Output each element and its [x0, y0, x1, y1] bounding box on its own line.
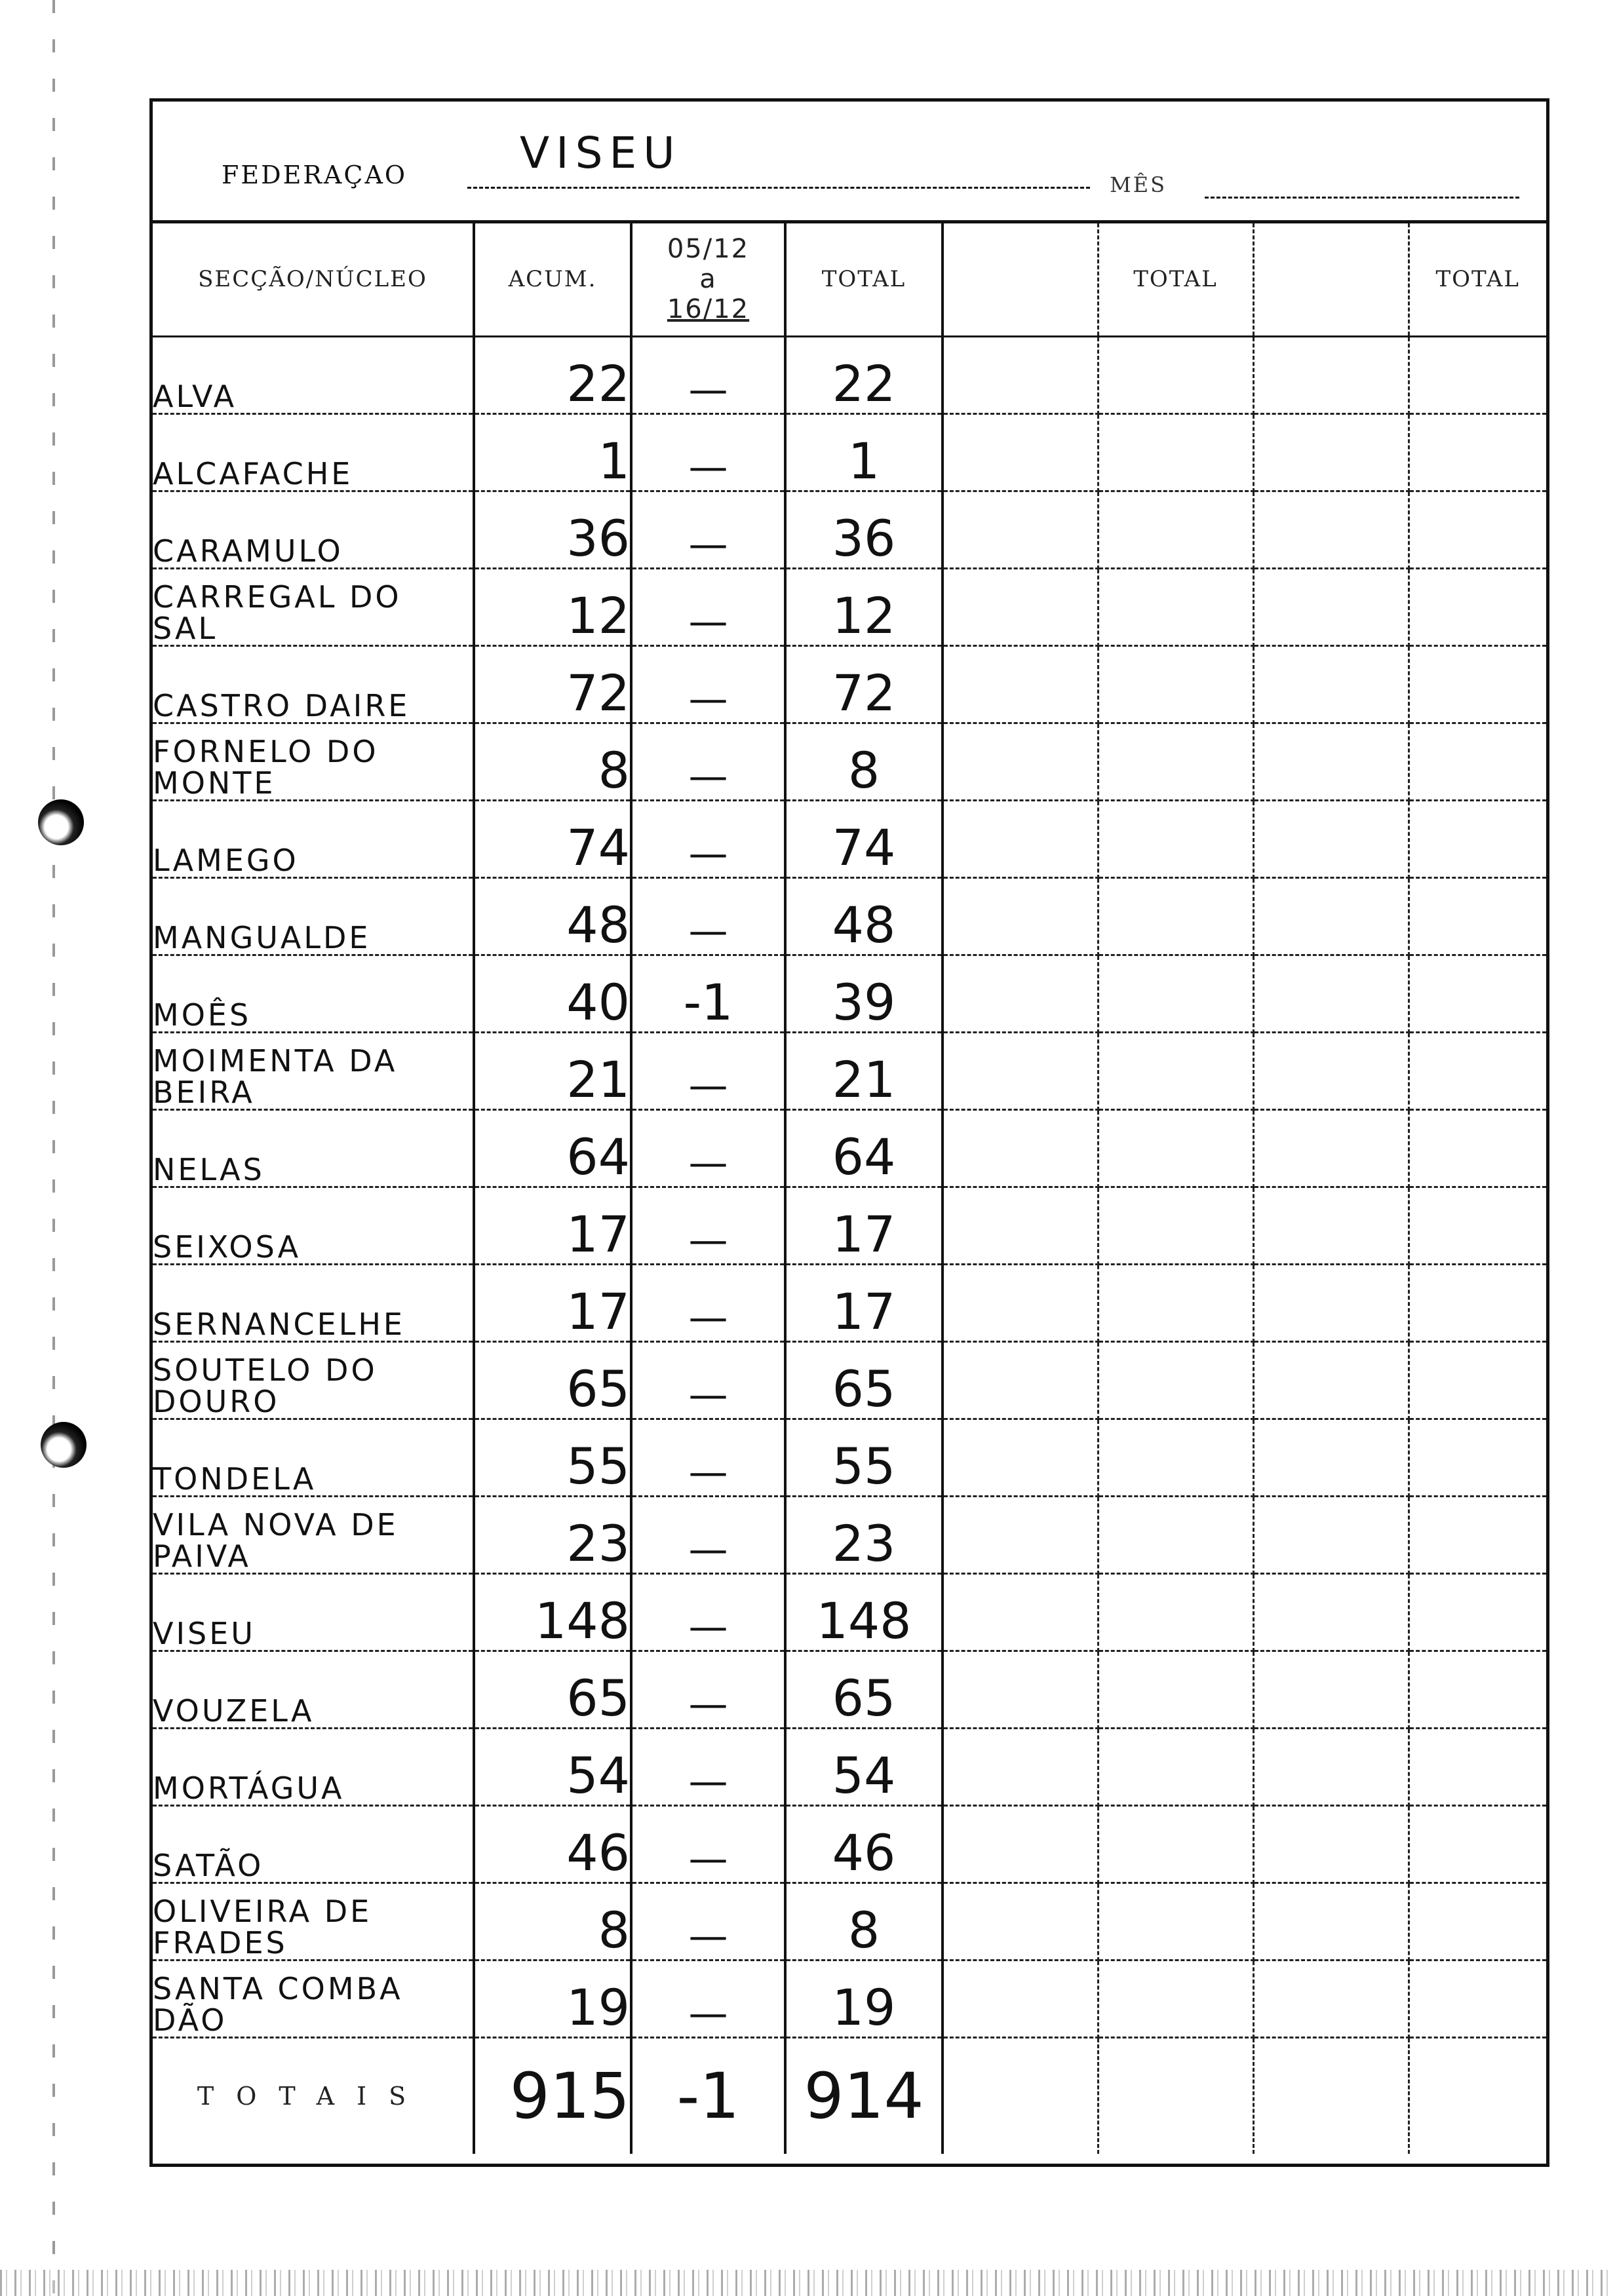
- row-seccao: OLIVEIRA DE FRADES: [153, 1883, 474, 1960]
- row-acum: 54: [474, 1728, 631, 1805]
- row-period: —: [631, 413, 785, 491]
- row-period: —: [631, 1728, 785, 1805]
- row-total: 22: [785, 336, 943, 413]
- row-blank-1: [943, 645, 1098, 723]
- row-total-3: [1409, 877, 1546, 955]
- row-total-2: [1098, 1187, 1253, 1264]
- row-total-2: [1098, 1109, 1253, 1187]
- row-total-3: [1409, 800, 1546, 877]
- row-acum: 17: [474, 1264, 631, 1341]
- row-total-2: [1098, 645, 1253, 723]
- row-total-3: [1409, 568, 1546, 645]
- row-acum: 65: [474, 1341, 631, 1419]
- row-blank-1: [943, 568, 1098, 645]
- table-row: [153, 723, 1546, 800]
- row-total-2: [1098, 1264, 1253, 1341]
- row-blank-2: [1253, 723, 1409, 800]
- row-seccao: MANGUALDE: [153, 877, 474, 955]
- row-seccao: SOUTELO DO DOURO: [153, 1341, 474, 1419]
- row-period: —: [631, 1651, 785, 1728]
- row-total-2: [1098, 413, 1253, 491]
- table-row: [153, 1341, 1546, 1419]
- row-seccao: LAMEGO: [153, 800, 474, 877]
- row-period: —: [631, 877, 785, 955]
- row-blank-1: [943, 877, 1098, 955]
- punch-hole-bottom: [41, 1422, 87, 1468]
- totals-period: -1: [631, 2037, 785, 2154]
- period-end: 16/12: [667, 294, 750, 325]
- row-seccao: VILA NOVA DE PAIVA: [153, 1496, 474, 1573]
- row-total: 8: [785, 1883, 943, 1960]
- row-total: 65: [785, 1651, 943, 1728]
- row-total-3: [1409, 1496, 1546, 1573]
- row-total: 74: [785, 800, 943, 877]
- col-header-total-3: TOTAL: [1409, 223, 1546, 336]
- report-form: [149, 98, 1549, 2167]
- row-period: —: [631, 1341, 785, 1419]
- row-blank-2: [1253, 800, 1409, 877]
- row-total: 72: [785, 645, 943, 723]
- row-total: 1: [785, 413, 943, 491]
- row-acum: 64: [474, 1109, 631, 1187]
- federacao-value: VISEU: [520, 128, 682, 178]
- membership-table: [153, 223, 1546, 2154]
- row-blank-1: [943, 1419, 1098, 1496]
- table-row: [153, 1960, 1546, 2037]
- row-blank-1: [943, 800, 1098, 877]
- row-seccao: MORTÁGUA: [153, 1728, 474, 1805]
- row-blank-1: [943, 1728, 1098, 1805]
- row-blank-2: [1253, 1573, 1409, 1651]
- row-seccao: CARAMULO: [153, 491, 474, 568]
- row-period: —: [631, 1419, 785, 1496]
- row-acum: 48: [474, 877, 631, 955]
- table-row: [153, 1651, 1546, 1728]
- table-row: [153, 1573, 1546, 1651]
- table-row: [153, 1883, 1546, 1960]
- row-blank-1: [943, 1883, 1098, 1960]
- federacao-label: FEDERAÇAO: [222, 161, 408, 189]
- row-period: —: [631, 723, 785, 800]
- row-period: —: [631, 1805, 785, 1883]
- row-total: 48: [785, 877, 943, 955]
- row-total-2: [1098, 568, 1253, 645]
- row-total-2: [1098, 800, 1253, 877]
- row-acum: 17: [474, 1187, 631, 1264]
- row-total-2: [1098, 723, 1253, 800]
- row-blank-1: [943, 1573, 1098, 1651]
- row-acum: 22: [474, 336, 631, 413]
- row-total-3: [1409, 1883, 1546, 1960]
- row-blank-2: [1253, 1883, 1409, 1960]
- table-row: [153, 645, 1546, 723]
- row-period: —: [631, 1496, 785, 1573]
- row-total-2: [1098, 1496, 1253, 1573]
- row-seccao: MOÊS: [153, 955, 474, 1032]
- row-seccao: TONDELA: [153, 1419, 474, 1496]
- table-row: [153, 877, 1546, 955]
- row-blank-2: [1253, 1651, 1409, 1728]
- row-period: —: [631, 568, 785, 645]
- row-total-2: [1098, 1728, 1253, 1805]
- row-total-2: [1098, 1651, 1253, 1728]
- row-blank-2: [1253, 1960, 1409, 2037]
- row-total: 23: [785, 1496, 943, 1573]
- table-row: [153, 1032, 1546, 1109]
- row-total: 19: [785, 1960, 943, 2037]
- form-header: [153, 102, 1546, 223]
- row-total-3: [1409, 1187, 1546, 1264]
- row-seccao: VOUZELA: [153, 1651, 474, 1728]
- row-total-2: [1098, 1341, 1253, 1419]
- table-body: [153, 336, 1546, 2037]
- row-total-3: [1409, 491, 1546, 568]
- col-header-total: TOTAL: [785, 223, 943, 336]
- row-blank-2: [1253, 645, 1409, 723]
- row-total-3: [1409, 955, 1546, 1032]
- row-blank-2: [1253, 568, 1409, 645]
- row-acum: 12: [474, 568, 631, 645]
- row-acum: 8: [474, 1883, 631, 1960]
- mes-underline: [1205, 197, 1519, 199]
- row-seccao: SANTA COMBA DÃO: [153, 1960, 474, 2037]
- row-blank-2: [1253, 1728, 1409, 1805]
- row-seccao: MOIMENTA DA BEIRA: [153, 1032, 474, 1109]
- row-acum: 74: [474, 800, 631, 877]
- row-seccao: NELAS: [153, 1109, 474, 1187]
- row-total-2: [1098, 1883, 1253, 1960]
- totals-blank-1: [943, 2037, 1098, 2154]
- totals-blank-2: [1253, 2037, 1409, 2154]
- row-total: 64: [785, 1109, 943, 1187]
- row-blank-1: [943, 955, 1098, 1032]
- row-blank-2: [1253, 1187, 1409, 1264]
- table-row: [153, 1187, 1546, 1264]
- row-total: 55: [785, 1419, 943, 1496]
- row-blank-1: [943, 413, 1098, 491]
- row-acum: 40: [474, 955, 631, 1032]
- row-blank-1: [943, 723, 1098, 800]
- row-total-3: [1409, 1341, 1546, 1419]
- row-total-3: [1409, 1264, 1546, 1341]
- totals-total: 914: [785, 2037, 943, 2154]
- row-total-3: [1409, 1032, 1546, 1109]
- table-row: [153, 568, 1546, 645]
- table-row: [153, 1419, 1546, 1496]
- table-row: [153, 1109, 1546, 1187]
- row-total-2: [1098, 1805, 1253, 1883]
- row-blank-1: [943, 1187, 1098, 1264]
- row-acum: 36: [474, 491, 631, 568]
- row-acum: 23: [474, 1496, 631, 1573]
- row-total-2: [1098, 491, 1253, 568]
- row-blank-2: [1253, 877, 1409, 955]
- row-blank-2: [1253, 1341, 1409, 1419]
- totals-label: TOTAIS: [153, 2037, 474, 2154]
- scan-bottom-noise: [0, 2270, 1615, 2296]
- col-header-seccao: SECÇÃO/NÚCLEO: [153, 223, 474, 336]
- row-blank-2: [1253, 1805, 1409, 1883]
- scan-edge-mark: [52, 0, 55, 2296]
- row-total: 21: [785, 1032, 943, 1109]
- row-seccao: FORNELO DO MONTE: [153, 723, 474, 800]
- federacao-underline: [467, 187, 1090, 189]
- table-row: [153, 413, 1546, 491]
- row-seccao: SERNANCELHE: [153, 1264, 474, 1341]
- row-seccao: CARREGAL DO SAL: [153, 568, 474, 645]
- punch-hole-top: [38, 799, 84, 845]
- row-period: —: [631, 1032, 785, 1109]
- row-total: 54: [785, 1728, 943, 1805]
- row-total-3: [1409, 645, 1546, 723]
- row-blank-1: [943, 491, 1098, 568]
- row-blank-2: [1253, 413, 1409, 491]
- row-acum: 55: [474, 1419, 631, 1496]
- row-period: —: [631, 800, 785, 877]
- row-total-3: [1409, 1960, 1546, 2037]
- row-blank-2: [1253, 1109, 1409, 1187]
- row-total-2: [1098, 955, 1253, 1032]
- row-seccao: CASTRO DAIRE: [153, 645, 474, 723]
- col-header-blank-2: [1253, 223, 1409, 336]
- row-acum: 148: [474, 1573, 631, 1651]
- period-start: 05/12: [667, 234, 750, 265]
- row-blank-1: [943, 1109, 1098, 1187]
- row-total-2: [1098, 1960, 1253, 2037]
- row-blank-1: [943, 1960, 1098, 2037]
- period-a: a: [699, 264, 717, 295]
- row-total-2: [1098, 336, 1253, 413]
- row-total-3: [1409, 336, 1546, 413]
- row-total: 12: [785, 568, 943, 645]
- row-blank-2: [1253, 1419, 1409, 1496]
- row-blank-1: [943, 1496, 1098, 1573]
- col-header-total-2: TOTAL: [1098, 223, 1253, 336]
- row-seccao: SEIXOSA: [153, 1187, 474, 1264]
- row-blank-1: [943, 1341, 1098, 1419]
- row-period: —: [631, 1109, 785, 1187]
- row-period: —: [631, 645, 785, 723]
- row-seccao: ALVA: [153, 336, 474, 413]
- col-header-acum: ACUM.: [474, 223, 631, 336]
- row-blank-2: [1253, 1496, 1409, 1573]
- table-row: [153, 1728, 1546, 1805]
- totals-acum: 915: [474, 2037, 631, 2154]
- row-period: —: [631, 1573, 785, 1651]
- row-total-3: [1409, 1805, 1546, 1883]
- row-acum: 1: [474, 413, 631, 491]
- row-period: —: [631, 1960, 785, 2037]
- row-period: —: [631, 336, 785, 413]
- row-acum: 19: [474, 1960, 631, 2037]
- row-period: —: [631, 1264, 785, 1341]
- row-total: 17: [785, 1187, 943, 1264]
- row-period: —: [631, 1187, 785, 1264]
- totals-total-2: [1098, 2037, 1253, 2154]
- row-blank-2: [1253, 336, 1409, 413]
- row-total-2: [1098, 877, 1253, 955]
- row-acum: 46: [474, 1805, 631, 1883]
- row-total-3: [1409, 723, 1546, 800]
- row-blank-1: [943, 1651, 1098, 1728]
- row-acum: 8: [474, 723, 631, 800]
- totals-total-3: [1409, 2037, 1546, 2154]
- row-blank-1: [943, 336, 1098, 413]
- row-blank-2: [1253, 491, 1409, 568]
- table-row: [153, 800, 1546, 877]
- row-blank-2: [1253, 1032, 1409, 1109]
- row-total: 39: [785, 955, 943, 1032]
- mes-label: MÊS: [1110, 172, 1167, 197]
- row-total-3: [1409, 1651, 1546, 1728]
- row-total: 17: [785, 1264, 943, 1341]
- row-seccao: SATÃO: [153, 1805, 474, 1883]
- row-total: 65: [785, 1341, 943, 1419]
- row-seccao: ALCAFACHE: [153, 413, 474, 491]
- row-total-2: [1098, 1032, 1253, 1109]
- table-row: [153, 336, 1546, 413]
- row-total: 46: [785, 1805, 943, 1883]
- row-period: —: [631, 491, 785, 568]
- row-total-3: [1409, 1419, 1546, 1496]
- row-seccao: VISEU: [153, 1573, 474, 1651]
- row-blank-1: [943, 1032, 1098, 1109]
- col-header-period: [631, 223, 785, 336]
- table-row: [153, 491, 1546, 568]
- row-blank-1: [943, 1805, 1098, 1883]
- row-total-3: [1409, 1728, 1546, 1805]
- row-total: 8: [785, 723, 943, 800]
- table-row: [153, 955, 1546, 1032]
- row-acum: 65: [474, 1651, 631, 1728]
- row-total-3: [1409, 1573, 1546, 1651]
- row-total-3: [1409, 413, 1546, 491]
- row-total: 148: [785, 1573, 943, 1651]
- row-period: —: [631, 1883, 785, 1960]
- table-row: [153, 1264, 1546, 1341]
- row-period: -1: [631, 955, 785, 1032]
- row-acum: 21: [474, 1032, 631, 1109]
- col-header-blank-1: [943, 223, 1098, 336]
- table-row: [153, 1496, 1546, 1573]
- row-total-3: [1409, 1109, 1546, 1187]
- table-row: [153, 1805, 1546, 1883]
- row-total-2: [1098, 1419, 1253, 1496]
- row-blank-2: [1253, 1264, 1409, 1341]
- totals-row: [153, 2037, 1546, 2154]
- row-acum: 72: [474, 645, 631, 723]
- table-header-row: [153, 223, 1546, 336]
- row-blank-2: [1253, 955, 1409, 1032]
- row-total: 36: [785, 491, 943, 568]
- row-blank-1: [943, 1264, 1098, 1341]
- row-total-2: [1098, 1573, 1253, 1651]
